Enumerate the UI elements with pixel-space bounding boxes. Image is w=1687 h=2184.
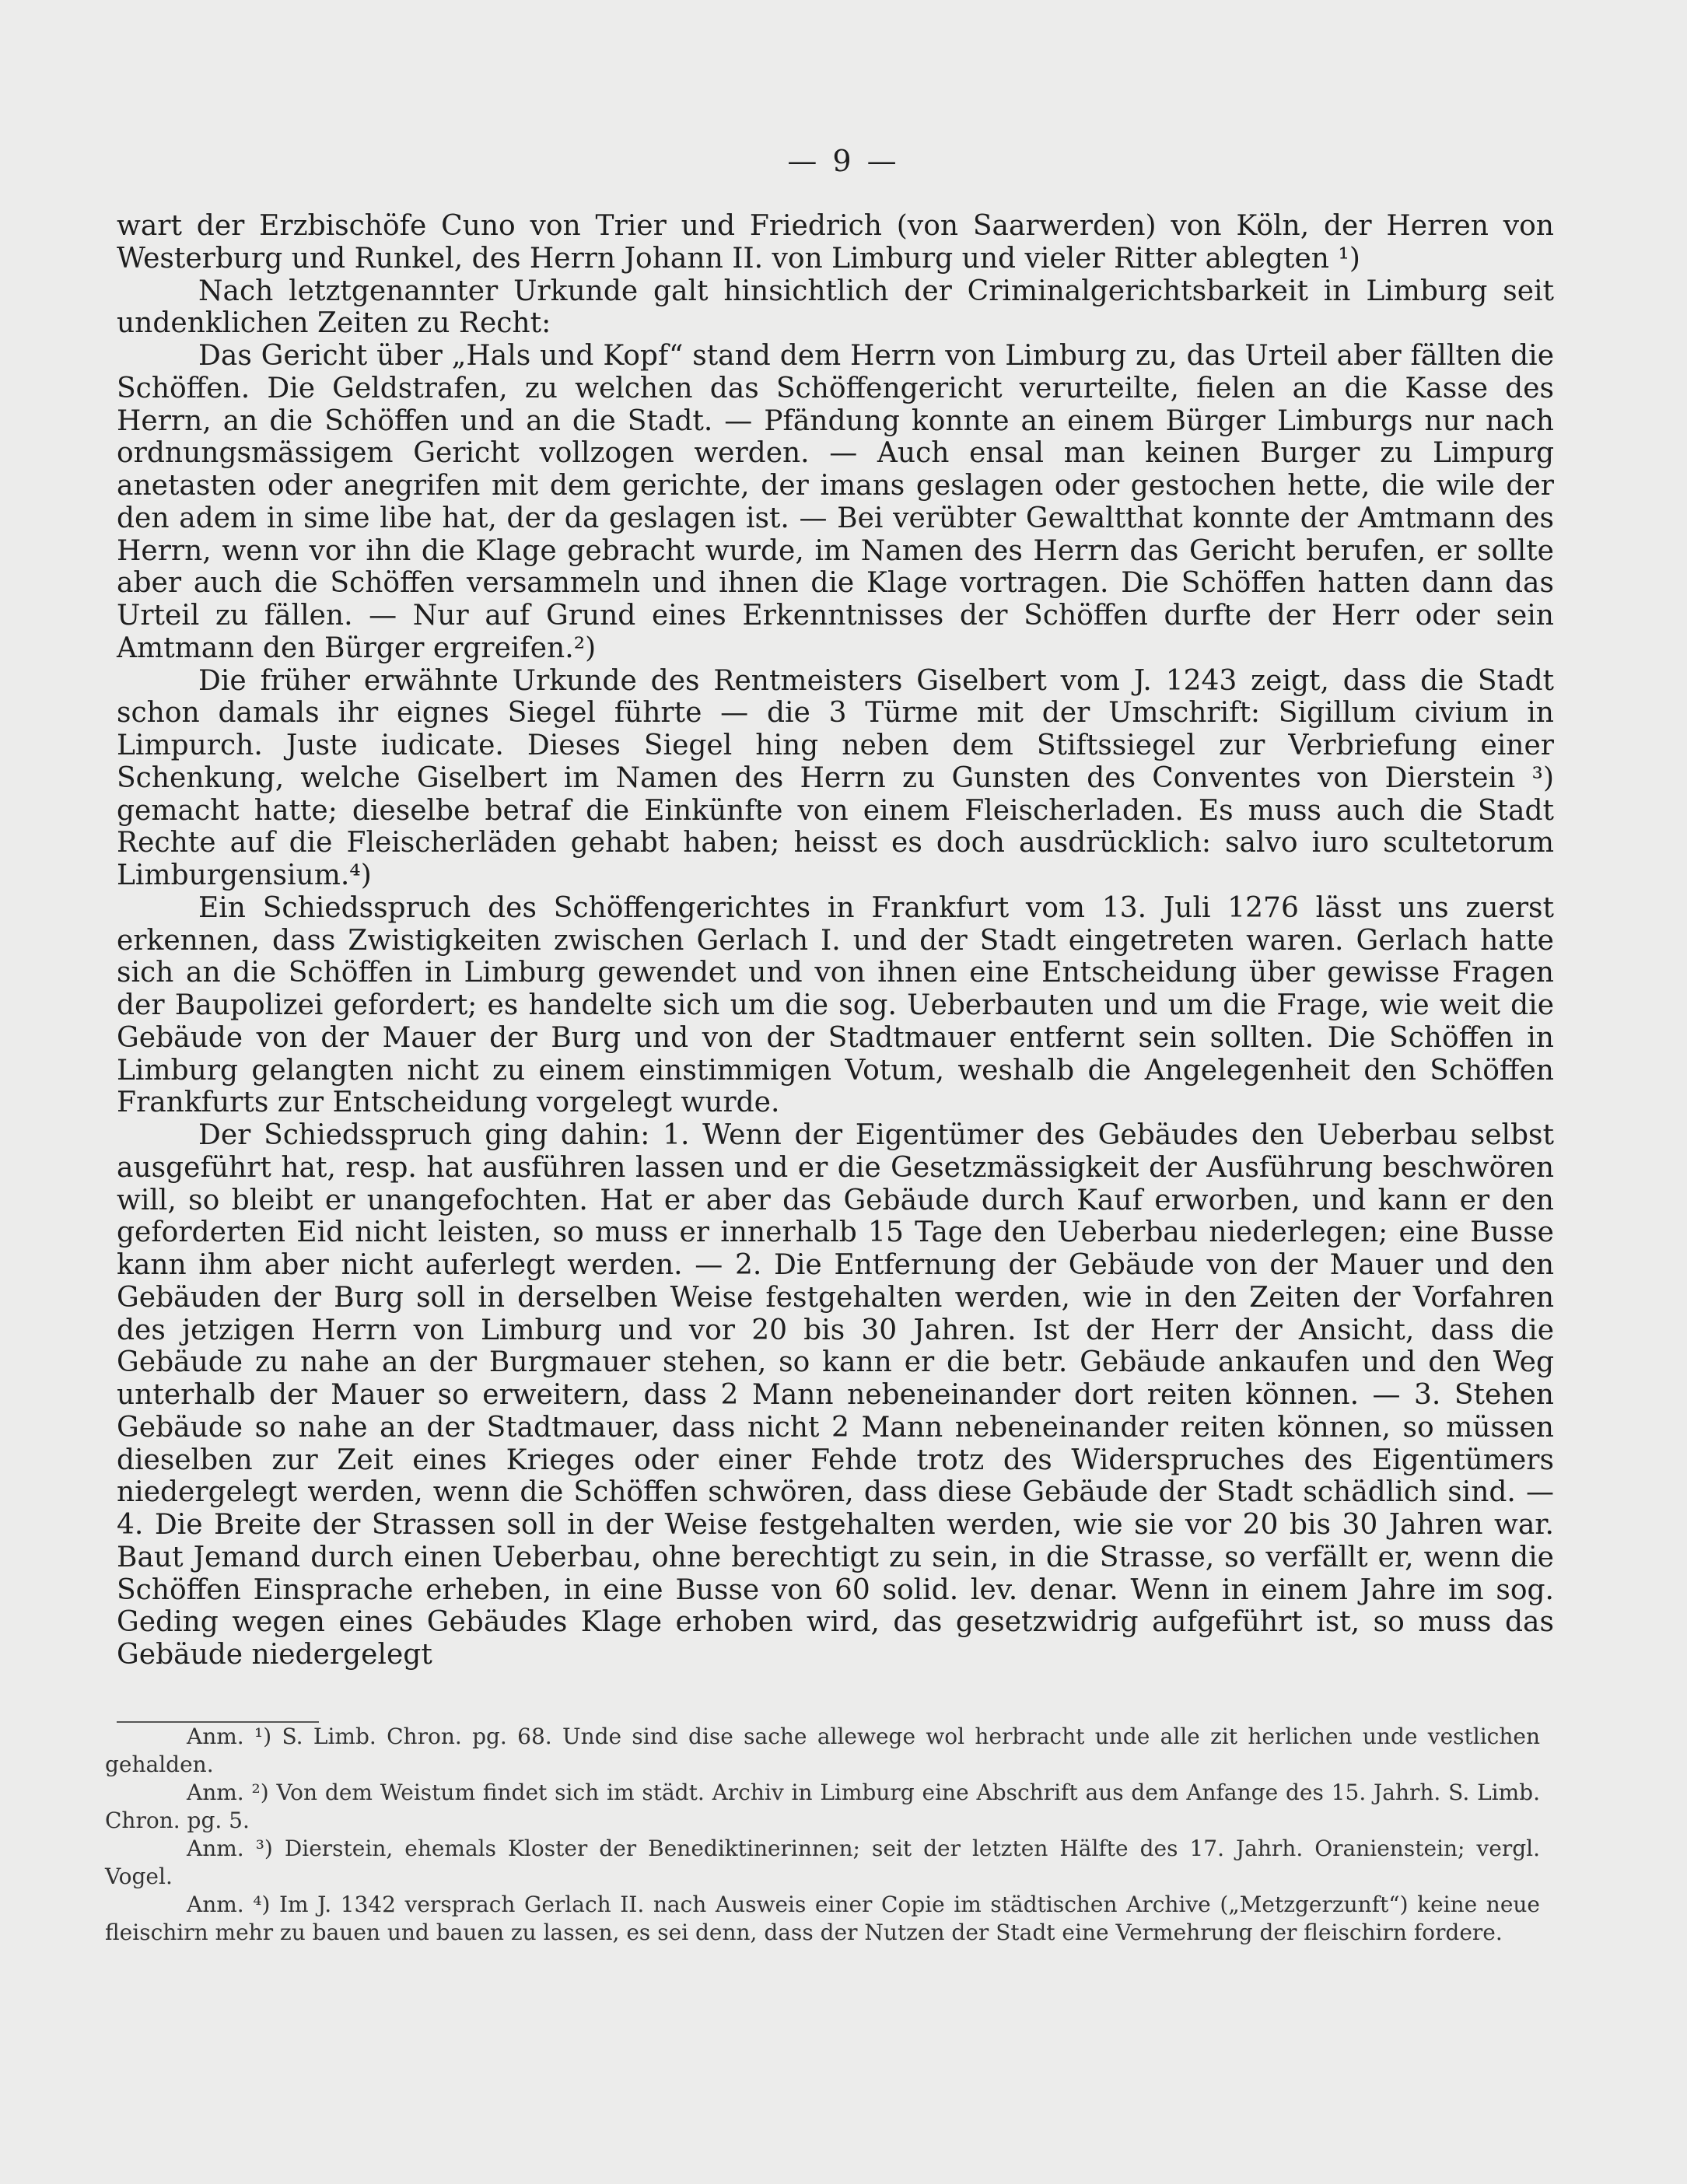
footnote-1: Anm. ¹) S. Limb. Chron. pg. 68. Unde sind dise sache allewege wol herbracht unde alle zit herlichen unde vestlichen gehalden. [105, 1724, 1540, 1777]
paragraph-5: Ein Schiedsspruch des Schöffengerichtes in Frankfurt vom 13. Juli 1276 lässt uns zuerst erkennen, dass Zwistigkeiten zwischen Gerlach I. und der Stadt eingetreten waren. Gerlach hatte sich an die Schöffen in Limburg gewendet und von ihnen eine Entscheidung über gewisse Fragen der Baupolizei gefordert; es handelte sich um die sog. Ueberbauten und um die Frage, wie weit die Gebäude von der Mauer der Burg und von der Stadtmauer entfernt sein sollten. Die Schöffen in Limburg gelangten nicht zu einem einstimmigen Votum, weshalb die Angelegenheit den Schöffen Frankfurts zur Entscheidung vorgelegt wurde. [117, 891, 1554, 1119]
paragraph-1: wart der Erzbischöfe Cuno von Trier und Friedrich (von Saarwerden) von Köln, der Herren von Westerburg und Runkel, des Herrn Johann II. von Limburg und vieler Ritter ablegten ¹) [117, 210, 1554, 275]
page-number: — 9 — [787, 144, 900, 178]
paragraph-2: Nach letztgenannter Urkunde galt hinsichtlich der Criminalgerichtsbarkeit in Limburg seit undenklichen Zeiten zu Recht: [117, 275, 1554, 340]
body-text [117, 210, 1554, 1671]
footnotes [105, 1723, 1540, 1947]
paragraph-4: Die früher erwähnte Urkunde des Rentmeisters Giselbert vom J. 1243 zeigt, dass die Stadt schon damals ihr eignes Siegel führte — die 3 Türme mit der Umschrift: Sigillum civium in Limpurch. Juste iudicate. Dieses Siegel hing neben dem Stiftssiegel zur Verbriefung einer Schenkung, welche Giselbert im Namen des Herrn zu Gunsten des Conventes von Dierstein ³) gemacht hatte; dieselbe betraf die Einkünfte von einem Fleischerladen. Es muss auch die Stadt Rechte auf die Fleischerläden gehabt haben; heisst es doch ausdrücklich: salvo iuro scultetorum Limburgensium.⁴) [117, 664, 1554, 891]
paragraph-6: Der Schiedsspruch ging dahin: 1. Wenn der Eigentümer des Gebäudes den Ueberbau selbst ausgeführt hat, resp. hat ausführen lassen und er die Gesetzmässigkeit der Ausführung beschwören will, so bleibt er unangefochten. Hat er aber das Gebäude durch Kauf erworben, und kann er den geforderten Eid nicht leisten, so muss er innerhalb 15 Tage den Ueberbau niederlegen; eine Busse kann ihm aber nicht auferlegt werden. — 2. Die Entfernung der Gebäude von der Mauer und den Gebäuden der Burg soll in derselben Weise festgehalten werden, wie in den Zeiten der Vorfahren des jetzigen Herrn von Limburg und vor 20 bis 30 Jahren. Ist der Herr der Ansicht, dass die Gebäude zu nahe an der Burgmauer stehen, so kann er die betr. Gebäude ankaufen und den Weg unterhalb der Mauer so erweitern, dass 2 Mann nebeneinander dort reiten können. — 3. Stehen Gebäude so nahe an der Stadtmauer, dass nicht 2 Mann nebeneinander reiten können, so müssen dieselben zur Zeit eines Krieges oder einer Fehde trotz des Widerspruches des Eigentümers niedergelegt werden, wenn die Schöffen schwören, dass diese Gebäude der Stadt schädlich sind. — 4. Die Breite der Strassen soll in der Weise festgehalten werden, wie sie vor 20 bis 30 Jahren war. Baut Jemand durch einen Ueberbau, ohne berechtigt zu sein, in die Strasse, so verfällt er, wenn die Schöffen Einsprache erheben, in eine Busse von 60 solid. lev. denar. Wenn in einem Jahre im sog. Geding wegen eines Gebäudes Klage erhoben wird, das gesetzwidrig aufgeführt ist, so muss das Gebäude niedergelegt [117, 1119, 1554, 1671]
paragraph-3: Das Gericht über „Hals und Kopf“ stand dem Herrn von Limburg zu, das Urteil aber fällten die Schöffen. Die Geldstrafen, zu welchen das Schöffengericht verurteilte, fielen an die Kasse des Herrn, an die Schöffen und an die Stadt. — Pfändung konnte an einem Bürger Limburgs nur nach ordnungsmässigem Gericht vollzogen werden. — Auch ensal man keinen Burger zu Limpurg anetasten oder anegrifen mit dem gerichte, der imans geslagen oder gestochen hette, die wile der den adem in sime libe hat, der da geslagen ist. — Bei verübter Gewaltthat konnte der Amtmann des Herrn, wenn vor ihn die Klage gebracht wurde, im Namen des Herrn das Gericht berufen, er sollte aber auch die Schöffen versammeln und ihnen die Klage vortragen. Die Schöffen hatten dann das Urteil zu fällen. — Nur auf Grund eines Erkenntnisses der Schöffen durfte der Herr oder sein Amtmann den Bürger ergreifen.²) [117, 340, 1554, 664]
footnote-2: Anm. ²) Von dem Weistum findet sich im städt. Archiv in Limburg eine Abschrift aus dem Anfange des 15. Jahrh. S. Limb. Chron. pg. 5. [105, 1780, 1540, 1833]
footnote-3: Anm. ³) Dierstein, ehemals Kloster der Benediktinerinnen; seit der letzten Hälfte des 17. Jahrh. Oranienstein; vergl. Vogel. [105, 1836, 1540, 1889]
footnote-4: Anm. ⁴) Im J. 1342 versprach Gerlach II. nach Ausweis einer Copie im städtischen Archive („Metzgerzunft“) keine neue fleischirn mehr zu bauen und bauen zu lassen, es sei denn, dass der Nutzen der Stadt eine Vermehrung der fleischirn fordere. [105, 1892, 1540, 1945]
